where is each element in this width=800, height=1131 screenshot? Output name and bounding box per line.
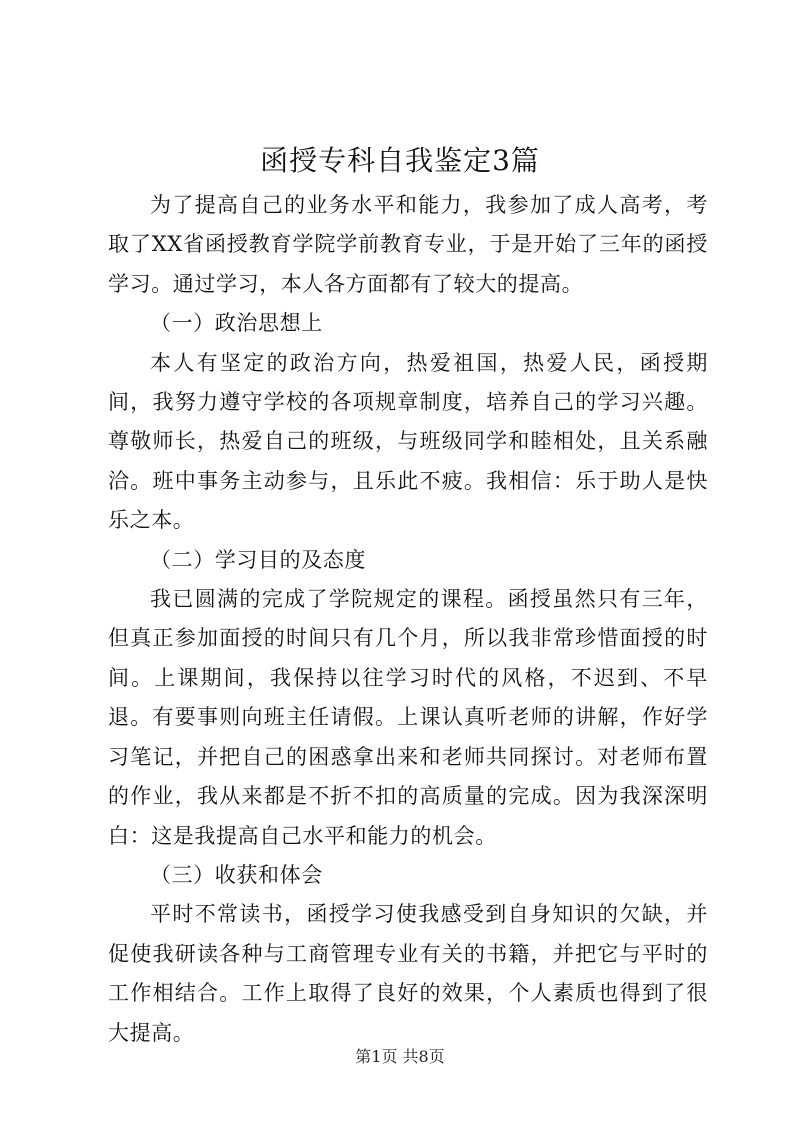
section-paragraph-political: 本人有坚定的政治方向，热爱祖国，热爱人民，函授期间，我努力遵守学校的各项规章制度，培养自己的学习兴趣。尊敬师长，热爱自己的班级，与班级同学和睦相处，且关系融洽。班中事务主动参与，且乐此不疲。我相信：乐于助人是快乐之本。 [108,350,708,533]
section-heading-political: （一）政治思想上 [150,311,323,336]
document-body [108,186,708,1053]
section-heading-gains: （三）收获和体会 [150,862,323,887]
document-title: 函授专科自我鉴定3篇 [260,144,540,177]
section-paragraph-gains: 平时不常读书，函授学习使我感受到自身知识的欠缺，并促使我研读各种与工商管理专业有关的书籍，并把它与平时的工作相结合。工作上取得了良好的效果，个人素质也得到了很大提高。 [108,902,708,1045]
intro-paragraph: 为了提高自己的业务水平和能力，我参加了成人高考，考取了XX省函授教育学院学前教育专业，于是开始了三年的函授学习。通过学习，本人各方面都有了较大的提高。 [108,193,708,296]
section-paragraph-study: 我已圆满的完成了学院规定的课程。函授虽然只有三年，但真正参加面授的时间只有几个月，所以我非常珍惜面授的时间。上课期间，我保持以往学习时代的风格，不迟到、不早退。有要事则向班主任请假。上课认真听老师的讲解，作好学习笔记，并把自己的困惑拿出来和老师共同探讨。对老师布置的作业，我从来都是不折不扣的高质量的完成。因为我深深明白：这是我提高自己水平和能力的机会。 [108,587,708,848]
section-heading-study: （二）学习目的及态度 [150,547,366,572]
page-number-footer: 第1页 共8页 [355,1047,445,1066]
